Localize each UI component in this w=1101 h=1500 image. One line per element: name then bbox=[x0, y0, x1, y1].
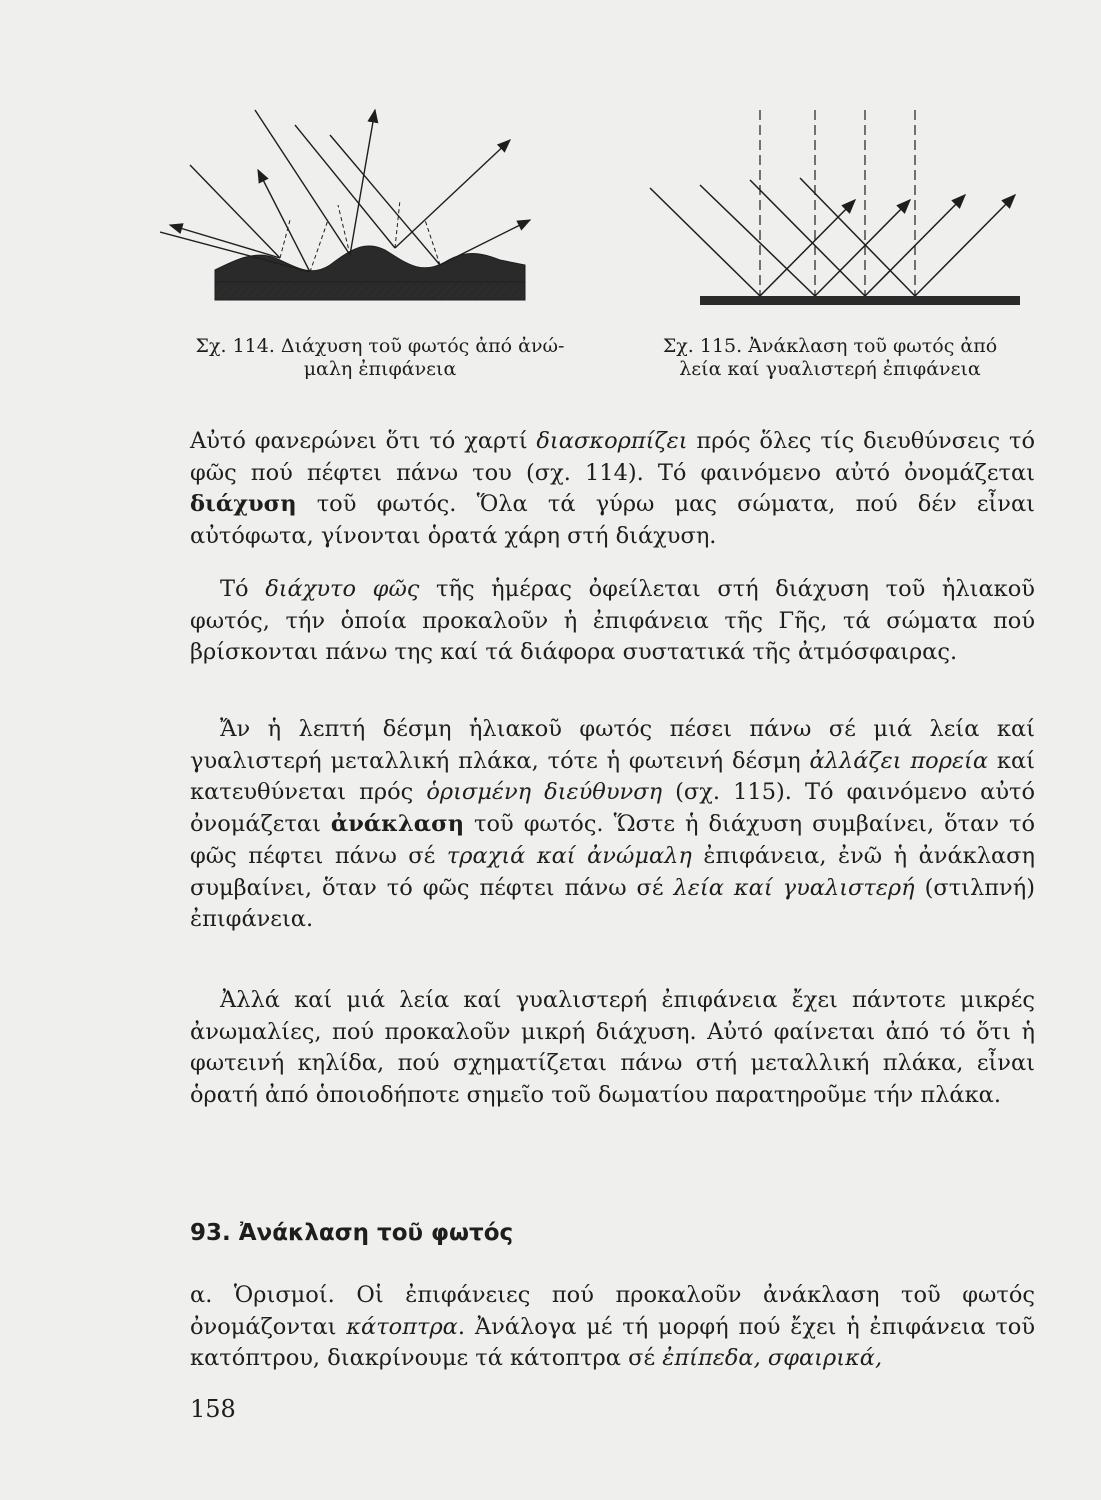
text: Ἄν ἡ λεπτή δέσμη ἡλιακοῦ φωτός πέσει πάνω σέ μιά λεία καί γυαλιστερή μεταλλική πλάκα, τότε ἡ φωτεινή δέσμη bbox=[190, 716, 1035, 774]
text: Αὐτό φανερώνει ὅτι τό χαρτί bbox=[190, 428, 537, 454]
page-number: 158 bbox=[190, 1395, 236, 1423]
emphasis: ὁρισμένη διεύθυνση bbox=[426, 779, 663, 806]
figure-114-diffusion-diagram bbox=[160, 100, 540, 315]
paragraph-small-irregularities bbox=[190, 985, 1035, 1112]
figure-115-reflection-diagram bbox=[640, 100, 1030, 315]
emphasis: ἀλλάζει πορεία bbox=[809, 747, 989, 774]
text: (στιλπνή) ἐπιφάνεια. bbox=[190, 874, 1035, 933]
emphasis: λεία καί γυαλιστερή bbox=[673, 874, 915, 901]
text: Τό bbox=[220, 576, 266, 602]
text: (σχ. 115). Τό φαινόμενο αὐτό ὀνομάζεται bbox=[190, 779, 1035, 838]
figure-114-caption bbox=[170, 335, 590, 381]
paragraph-diffusion bbox=[190, 426, 1035, 553]
figure-115-caption-line1: Σχ. 115. Ἀνάκλαση τοῦ φωτός ἀπό bbox=[662, 335, 998, 357]
text: Ἀλλά καί μιά λεία καί γυαλιστερή ἐπιφάνεια ἔχει πάντοτε μικρές ἀνωμαλίες, πού προκαλοῦν μικρή διάχυση. Αὐτό φαίνεται ἀπό τό ὅτι ἡ φωτεινή κηλίδα, πού σχηματίζεται πάνω στή μεταλλική πλάκα, εἶναι ὁρατή ἀπό ὁποιοδήποτε σημεῖο τοῦ δωματίου παρατηροῦμε τήν πλάκα. bbox=[190, 987, 1035, 1109]
section-heading: 93. Ἀνάκλαση τοῦ φωτός bbox=[190, 1220, 514, 1246]
term: ἀνάκλαση bbox=[330, 811, 465, 838]
text: καί κατευθύνεται πρός bbox=[190, 747, 1036, 806]
paragraph-definitions bbox=[190, 1280, 1035, 1375]
figure-114-caption-line2: μαλη ἐπιφάνεια bbox=[303, 358, 457, 380]
figure-114-caption-line1: Σχ. 114. Διάχυση τοῦ φωτός ἀπό ἀνώ- bbox=[195, 335, 565, 357]
paragraph-diffuse-light bbox=[190, 574, 1035, 669]
text: τῆς ἡμέρας ὀφείλεται στή διάχυση τοῦ ἡλιακοῦ φωτός, τήν ὁποία προκαλοῦν ἡ ἐπιφάνεια τῆς Γῆς, τά σώματα πού βρίσκονται πάνω της καί τά διάφορα συστατικά τῆς ἀτμόσφαιρας. bbox=[190, 576, 1035, 666]
emphasis: ἐπίπεδα, σφαιρικά, bbox=[662, 1345, 883, 1372]
term: διάχυση bbox=[190, 491, 297, 518]
emphasis: διασκορπίζει bbox=[536, 428, 688, 454]
text: . Ἀνάλογα μέ τή μορφή πού ἔχει ἡ ἐπιφάνεια τοῦ κατόπτρου, διακρίνουμε τά κάτοπτρα σέ bbox=[190, 1313, 1036, 1372]
paragraph-reflection bbox=[190, 714, 1035, 936]
emphasis: διάχυτο φῶς bbox=[265, 576, 420, 602]
figure-115-caption-line2: λεία καί γυαλιστερή ἐπιφάνεια bbox=[679, 358, 981, 380]
emphasis: τραχιά καί ἀνώμαλη bbox=[446, 842, 692, 869]
figure-115-caption bbox=[630, 335, 1030, 381]
emphasis: κάτοπτρα bbox=[346, 1313, 458, 1340]
text: α. Ὁρισμοί. Οἱ ἐπιφάνειες πού προκαλοῦν ἀνάκλαση τοῦ φωτός ὀνομάζονται bbox=[190, 1282, 1035, 1340]
mirror-plate bbox=[700, 296, 1020, 305]
text: τοῦ φωτός. Ὅλα τά γύρω μας σώματα, πού δέν εἶναι αὐτόφωτα, γίνονται ὁρατά χάρη στή διάχυση. bbox=[190, 491, 1035, 550]
text: τοῦ φωτός. Ὥστε ἡ διάχυση συμβαίνει, ὅταν τό φῶς πέφτει πάνω σέ bbox=[190, 811, 1035, 869]
text: ἐπιφάνεια, ἐνῶ ἡ ἀνάκλαση συμβαίνει, ὅταν τό φῶς πέφτει πάνω σέ bbox=[190, 842, 1035, 901]
text: πρός ὅλες τίς διευθύνσεις τό φῶς πού πέφτει πάνω του (σχ. 114). Τό φαινόμενο αὐτό ὀνομάζεται bbox=[190, 428, 1035, 486]
